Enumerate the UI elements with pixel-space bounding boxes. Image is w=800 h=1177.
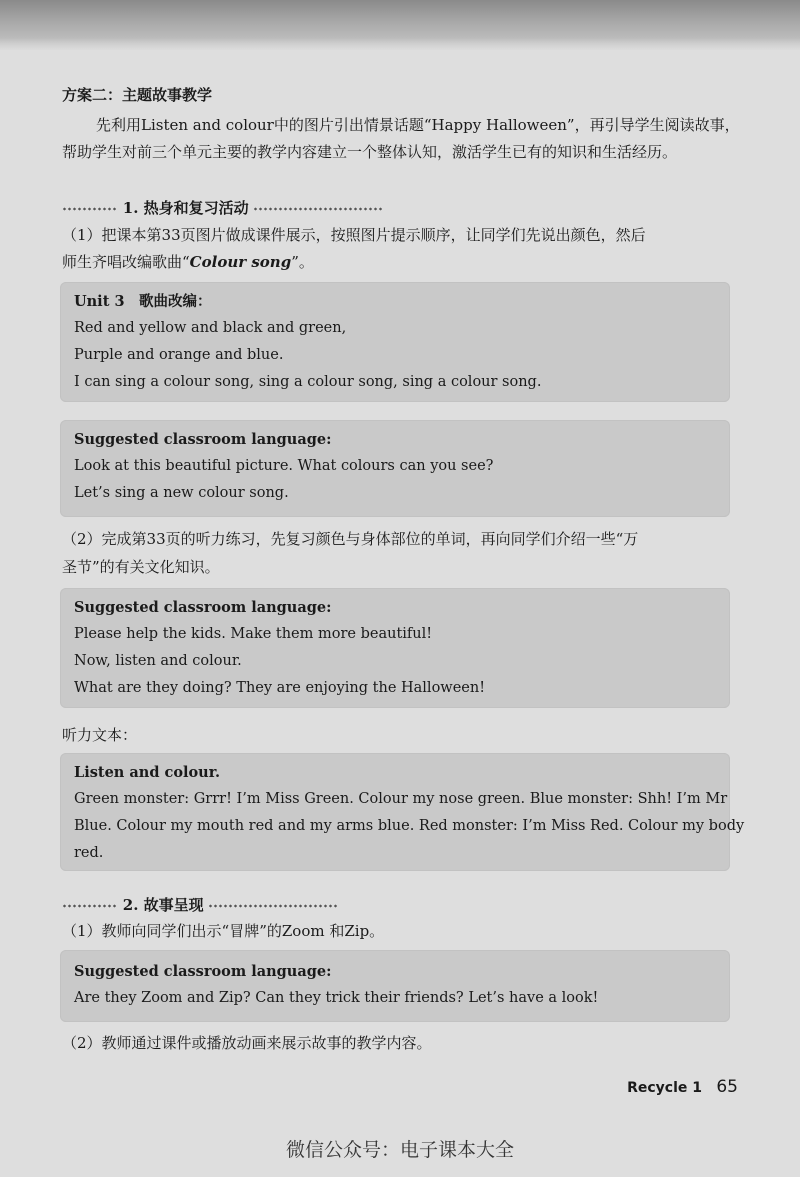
box-line: Look at this beautiful picture. What colours can you see? [74, 458, 494, 474]
box-line: Red and yellow and black and green, [74, 320, 347, 336]
section2-step2: （2）教师通过课件或播放动画来展示故事的教学内容。 [62, 1034, 432, 1052]
section1-step2-line2: 圣节”的有关文化知识。 [62, 558, 220, 576]
box-line: red. [74, 845, 104, 861]
box-title: Listen and colour. [74, 764, 221, 781]
box-line: What are they doing? They are enjoying the Halloween! [74, 680, 486, 696]
header-illustration [0, 0, 800, 50]
textbook-page [0, 50, 800, 1177]
intro-paragraph: 先利用Listen and colour中的图片引出情景话题“Happy Halloween”，再引导学生阅读故事，帮助学生对前三个单元主要的教学内容建立一个整体认知，激活学生已有的知识和生活经历。 [62, 116, 740, 161]
box-line: Are they Zoom and Zip? Can they trick their friends? Let’s have a look! [74, 990, 599, 1006]
unit-label: Recycle 1 [627, 1080, 702, 1096]
section1-title-row [62, 195, 383, 222]
song-adaptation-box [60, 282, 730, 402]
section1-step1-line1: （1）把课本第33页图片做成课件展示，按照图片提示顺序，让同学们先说出颜色，然后 [62, 226, 646, 244]
decorative-dots-right [208, 903, 338, 909]
colour-song-title: Colour song [189, 253, 292, 271]
watermark-text: 微信公众号：电子课本大全 [285, 1139, 514, 1161]
classroom-language-box [60, 420, 730, 517]
box-line: Now, listen and colour. [74, 653, 242, 669]
box-title: Unit 3 歌曲改编： [74, 293, 212, 310]
step1-text-pre: 师生齐唱改编歌曲“ [62, 253, 190, 271]
box-title: Suggested classroom language: [74, 963, 332, 980]
box-line: Purple and orange and blue. [74, 347, 284, 363]
section1-title: 1. 热身和复习活动 [122, 199, 249, 217]
plan-heading: 方案二：主题故事教学 [62, 86, 213, 104]
decorative-dots-left [62, 903, 118, 909]
classroom-language-box [60, 950, 730, 1022]
classroom-language-box [60, 588, 730, 708]
section1-step1-line2 [62, 249, 314, 276]
box-title: Suggested classroom language: [74, 599, 332, 616]
step1-text-post: ”。 [291, 253, 314, 271]
section2-title-row [62, 892, 338, 919]
box-line: I can sing a colour song, sing a colour song, sing a colour song. [74, 374, 542, 390]
box-line: Blue. Colour my mouth red and my arms blue. Red monster: I’m Miss Red. Colour my body [74, 818, 745, 834]
listening-text-label: 听力文本： [62, 726, 138, 744]
page-number: 65 [716, 1077, 738, 1097]
section2-title: 2. 故事呈现 [122, 896, 204, 914]
section2-step1: （1）教师向同学们出示“冒牌”的Zoom 和Zip。 [62, 922, 385, 940]
listening-script-box [60, 753, 745, 871]
box-line: Let’s sing a new colour song. [74, 485, 289, 501]
decorative-dots-left [62, 206, 118, 212]
box-line: Please help the kids. Make them more beautiful! [74, 626, 433, 642]
box-line: Green monster: Grrr! I’m Miss Green. Colour my nose green. Blue monster: Shh! I’m Mr [74, 791, 728, 807]
box-title: Suggested classroom language: [74, 431, 332, 448]
section1-step2-line1: （2）完成第33页的听力练习，先复习颜色与身体部位的单词，再向同学们介绍一些“万 [62, 530, 639, 548]
decorative-dots-right [253, 206, 383, 212]
